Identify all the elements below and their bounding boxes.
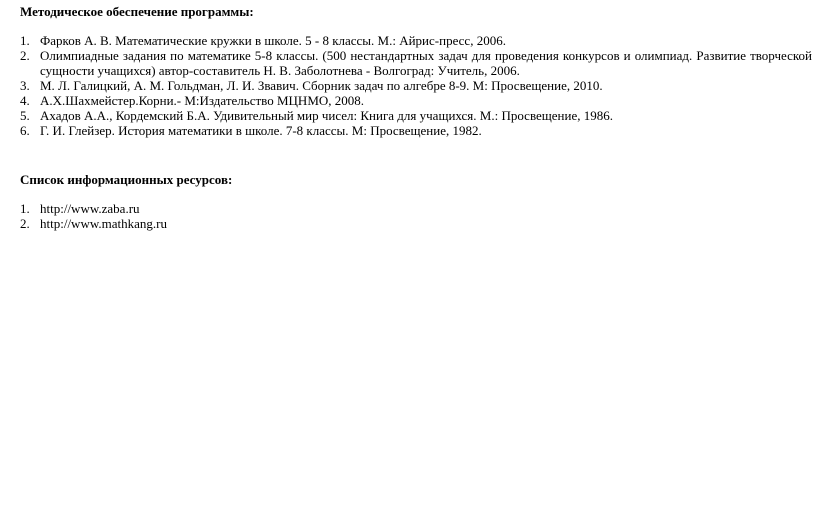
methodical-support-heading: Методическое обеспечение программы: [20,4,254,19]
list-item-number: 6. [20,123,30,138]
list-item-text: М. Л. Галицкий, А. М. Гольдман, Л. И. Звавич. Сборник задач по алгебре 8-9. М: Просвещение, 2010. [40,78,603,93]
list-item-number: 3. [20,78,30,93]
info-resources-list [20,201,812,231]
list-item-text: Г. И. Глейзер. История математики в школе. 7-8 классы. М: Просвещение, 1982. [40,123,482,138]
list-item [20,93,812,108]
list-item-text: Олимпиадные задания по математике 5-8 классы. (500 нестандартных задач для проведения конкурсов и олимпиад. Развитие творческой сущности учащихся) автор-составитель Н. В. Заболотнева - Волгоград: Учитель, 2006. [40,48,812,78]
list-item-text: А.Х.Шахмейстер.Корни.- М:Издательство МЦНМО, 2008. [40,93,365,108]
list-item-number: 2. [20,48,30,63]
list-item [20,33,812,48]
list-item [20,201,812,216]
info-resources-heading: Список информационных ресурсов: [20,172,233,187]
list-item-number: 4. [20,93,30,108]
resource-link[interactable]: http://www.zaba.ru [40,201,140,216]
list-item [20,123,812,138]
list-item [20,48,812,78]
list-item-number: 5. [20,108,30,123]
list-item [20,216,812,231]
list-item-number: 1. [20,33,30,48]
list-item [20,78,812,93]
methodical-support-list [20,33,812,138]
list-item-text: Ахадов А.А., Кордемский Б.А. Удивительный мир чисел: Книга для учащихся. М.: Просвещение, 1986. [40,108,613,123]
list-item-number: 2. [20,216,30,231]
list-item-number: 1. [20,201,30,216]
list-item-text: Фарков А. В. Математические кружки в школе. 5 - 8 классы. М.: Айрис-пресс, 2006. [40,33,506,48]
list-item [20,108,812,123]
resource-link[interactable]: http://www.mathkang.ru [40,216,167,231]
